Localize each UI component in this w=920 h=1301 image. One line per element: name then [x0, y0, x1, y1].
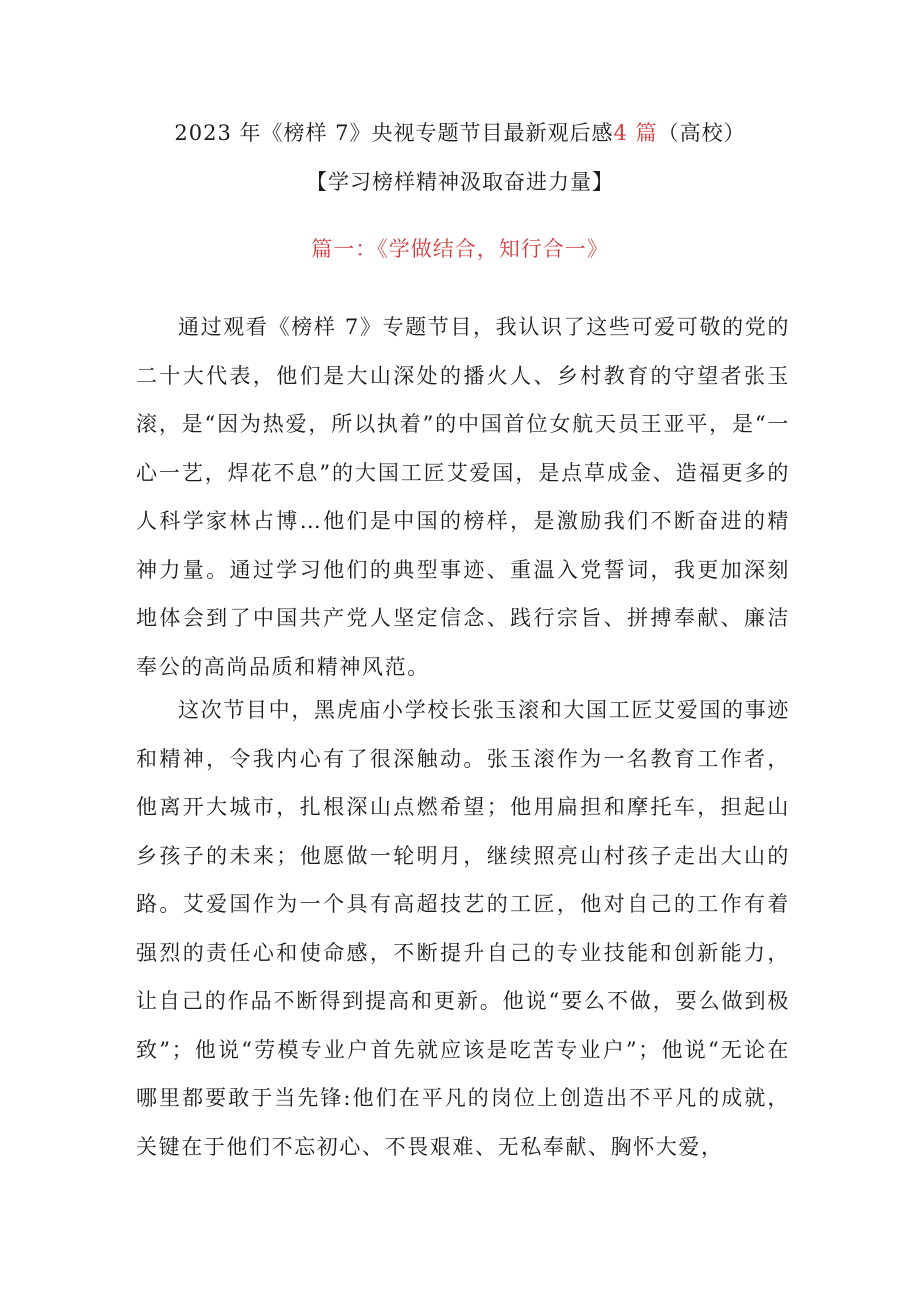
document-subtitle: 【学习榜样精神汲取奋进力量】: [306, 170, 614, 194]
section-heading: 篇一：《学做结合，知行合一》: [311, 237, 609, 261]
body-paragraph: 通过观看《榜样 7》专题节目，我认识了这些可爱可敬的党的二十大代表，他们是大山深处的播火人、乡村教育的守望者张玉滚，是“因为热爱，所以执着”的中国首位女航天员王亚平，是“一心一艺，焊花不息”的大国工匠艾爱国，是点草成金、造福更多的人科学家林占博…他们是中国的榜样，是激励我们不断奋进的精神力量。通过学习他们的典型事迹、重温入党誓词，我更加深刻地体会到了中国共产党人坚定信念、践行宗旨、拼搏奉献、廉洁奉公的高尚品质和精神风范。: [136, 315, 790, 679]
title-prefix: 2023 年《榜样 7》央视专题节目最新观后感: [174, 121, 614, 145]
title-count-highlight: 4 篇: [613, 121, 658, 145]
body-paragraph: 这次节目中，黑虎庙小学校长张玉滚和大国工匠艾爱国的事迹和精神，令我内心有了很深触动。张玉滚作为一名教育工作者，他离开大城市，扎根深山点燃希望；他用扁担和摩托车，担起山乡孩子的未来；他愿做一轮明月，继续照亮山村孩子走出大山的路。艾爱国作为一个具有高超技艺的工匠，他对自己的工作有着强烈的责任心和使命感，不断提升自己的专业技能和创新能力，让自己的作品不断得到提高和更新。他说“要么不做，要么做到极致”；他说“劳模专业户首先就应该是吃苦专业户”；他说“无论在哪里都要敢于当先锋:他们在平凡的岗位上创造出不平凡的成就，关键在于他们不忘初心、不畏艰难、无私奉献、胸怀大爱，: [136, 698, 790, 1159]
document-title: [0, 117, 920, 147]
title-suffix: （高校）: [657, 121, 746, 145]
